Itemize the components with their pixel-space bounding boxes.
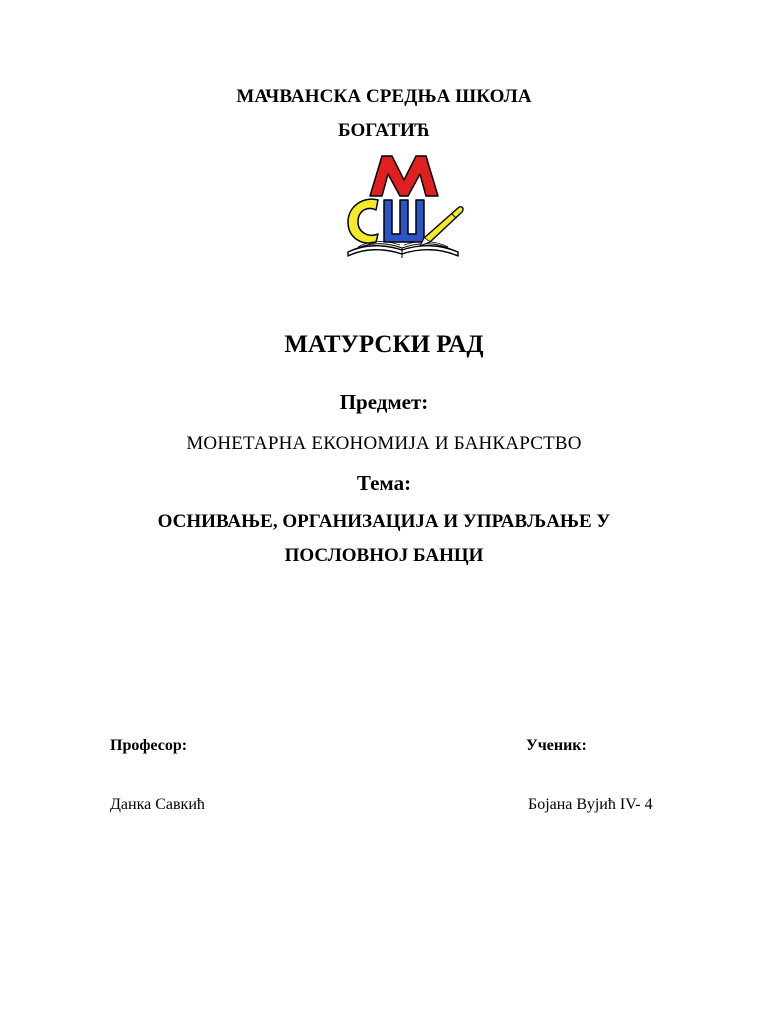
school-town: БОГАТИЋ — [338, 120, 430, 141]
logo-letter-sha — [384, 200, 424, 242]
document-title: МАТУРСКИ РАД — [284, 331, 484, 358]
logo-letter-m — [370, 156, 438, 196]
school-name: МАЧВАНСКА СРЕДЊА ШКОЛА — [236, 86, 532, 107]
topic-line-2: ПОСЛОВНОЈ БАНЦИ — [284, 545, 484, 566]
school-logo-icon — [340, 152, 470, 264]
professor-label: Професор: — [110, 737, 188, 754]
topic-label: Тема: — [356, 471, 412, 495]
subject-label: Предмет: — [339, 390, 429, 414]
student-name: Бојана Вујић IV- 4 — [528, 796, 653, 813]
subject-value: МОНЕТАРНА ЕКОНОМИЈА И БАНКАРСТВО — [186, 433, 582, 454]
professor-name: Данка Савкић — [110, 796, 205, 813]
logo-pen — [424, 207, 463, 242]
topic-line-1: ОСНИВАЊЕ, ОРГАНИЗАЦИЈА И УПРАВЉАЊЕ У — [157, 511, 611, 532]
student-label: Ученик: — [526, 737, 587, 754]
logo-letter-c — [348, 199, 378, 243]
